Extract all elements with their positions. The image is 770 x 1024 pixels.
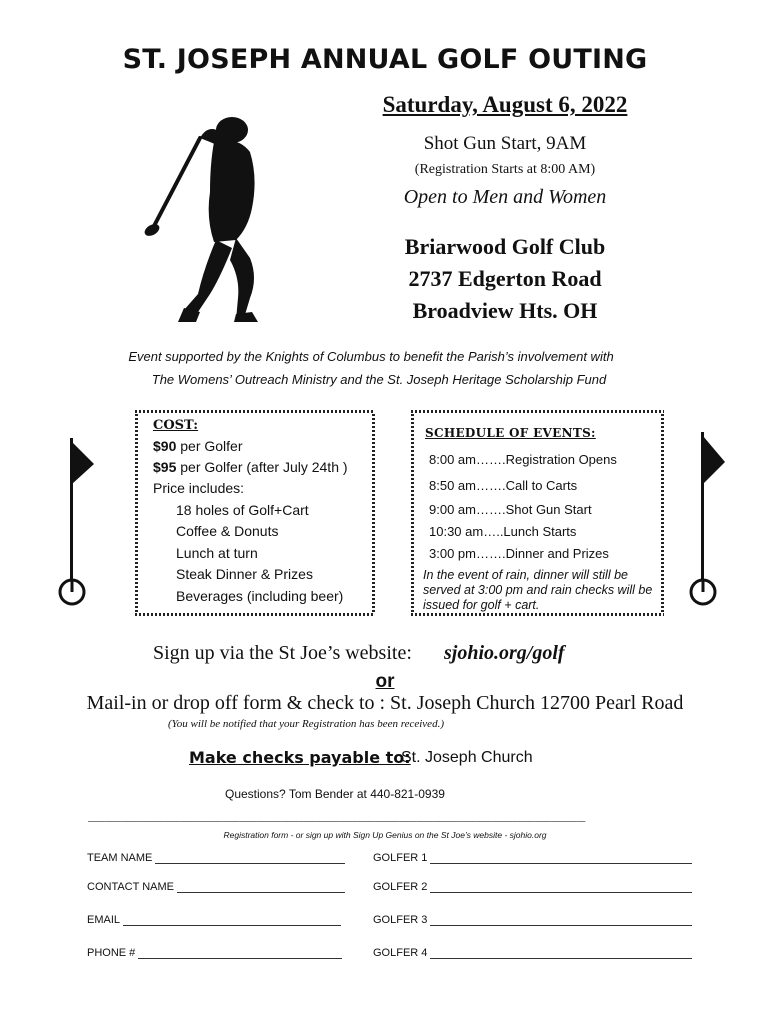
- event-date: Saturday, August 6, 2022: [382, 92, 628, 117]
- golfer-3-label: GOLFER 3: [373, 914, 428, 926]
- email-field[interactable]: [87, 914, 341, 926]
- phone-label: PHONE #: [87, 947, 136, 959]
- includes-label: Price includes:: [153, 480, 245, 496]
- includes-item: Lunch at turn: [176, 545, 258, 561]
- support-line-2: The Womens’ Outreach Ministry and the St. Joseph Heritage Scholarship Fund: [151, 372, 607, 387]
- page-title: ST. JOSEPH ANNUAL GOLF OUTING: [122, 44, 648, 75]
- payable-label: Make checks payable to:: [189, 748, 411, 767]
- price-late-label: per Golfer (after July 24th ): [176, 459, 348, 475]
- support-line-1: Event supported by the Knights of Columbus to benefit the Parish’s involvement with: [128, 349, 614, 364]
- cost-box: [129, 404, 381, 622]
- golfer-2-field[interactable]: [373, 881, 692, 893]
- venue-city: Broadview Hts. OH: [412, 298, 598, 323]
- rain-note: In the event of rain, dinner will still be served at 3:00 pm and rain checks will be issued for golf + cart.: [423, 568, 653, 612]
- or-text: or: [375, 671, 395, 692]
- price-late: [153, 459, 348, 475]
- registration-time: (Registration Starts at 8:00 AM): [414, 162, 596, 177]
- payee-name: St. Joseph Church: [401, 749, 533, 766]
- cost-heading: COST:: [153, 418, 199, 433]
- schedule-item: 8:50 am…….Call to Carts: [429, 478, 578, 493]
- phone-field[interactable]: [87, 947, 342, 959]
- divider-line: ___________________________________________________________: [88, 806, 586, 822]
- notified-text: (You will be notified that your Registration has been received.): [168, 718, 444, 730]
- includes-item: Beverages (including beer): [176, 588, 344, 604]
- mailin-text: Mail-in or drop off form & check to : St. Joseph Church 12700 Pearl Road: [86, 692, 684, 714]
- venue-street: 2737 Edgerton Road: [408, 266, 602, 291]
- signup-url-link[interactable]: sjohio.org/golf: [444, 642, 565, 664]
- price-regular-label: per Golfer: [176, 438, 243, 454]
- price-regular-amount: $90: [153, 438, 177, 454]
- team-name-field[interactable]: [87, 852, 345, 864]
- signup-text: Sign up via the St Joe’s website:: [153, 642, 412, 664]
- email-label: EMAIL: [87, 914, 121, 926]
- includes-item: 18 holes of Golf+Cart: [176, 502, 309, 518]
- registration-form-caption: Registration form - or sign up with Sign Up Genius on the St Joe’s website - sjohio.org: [223, 830, 547, 840]
- schedule-box: [405, 404, 670, 622]
- price-regular: [153, 438, 243, 454]
- schedule-item: 8:00 am…….Registration Opens: [429, 452, 617, 467]
- schedule-item: 9:00 am…….Shot Gun Start: [429, 502, 592, 517]
- includes-item: Steak Dinner & Prizes: [176, 566, 313, 582]
- price-late-amount: $95: [153, 459, 177, 475]
- venue-name: Briarwood Golf Club: [404, 234, 606, 259]
- shotgun-start: Shot Gun Start, 9AM: [423, 133, 587, 154]
- golfer-silhouette-icon: [140, 108, 300, 328]
- contact-name-label: CONTACT NAME: [87, 881, 174, 893]
- schedule-item: 3:00 pm…….Dinner and Prizes: [429, 546, 609, 561]
- schedule-item: 10:30 am…..Lunch Starts: [429, 524, 577, 539]
- open-to: Open to Men and Women: [403, 186, 607, 208]
- golfer-4-label: GOLFER 4: [373, 947, 428, 959]
- golfer-2-label: GOLFER 2: [373, 881, 428, 893]
- questions-contact: Questions? Tom Bender at 440-821-0939: [225, 787, 445, 801]
- schedule-heading: SCHEDULE OF EVENTS:: [425, 426, 596, 440]
- team-name-label: TEAM NAME: [87, 852, 153, 864]
- golfer-1-field[interactable]: [373, 852, 692, 864]
- contact-name-field[interactable]: [87, 881, 345, 893]
- golfer-3-field[interactable]: [373, 914, 692, 926]
- golfer-1-label: GOLFER 1: [373, 852, 428, 864]
- golfer-4-field[interactable]: [373, 947, 692, 959]
- includes-item: Coffee & Donuts: [176, 523, 279, 539]
